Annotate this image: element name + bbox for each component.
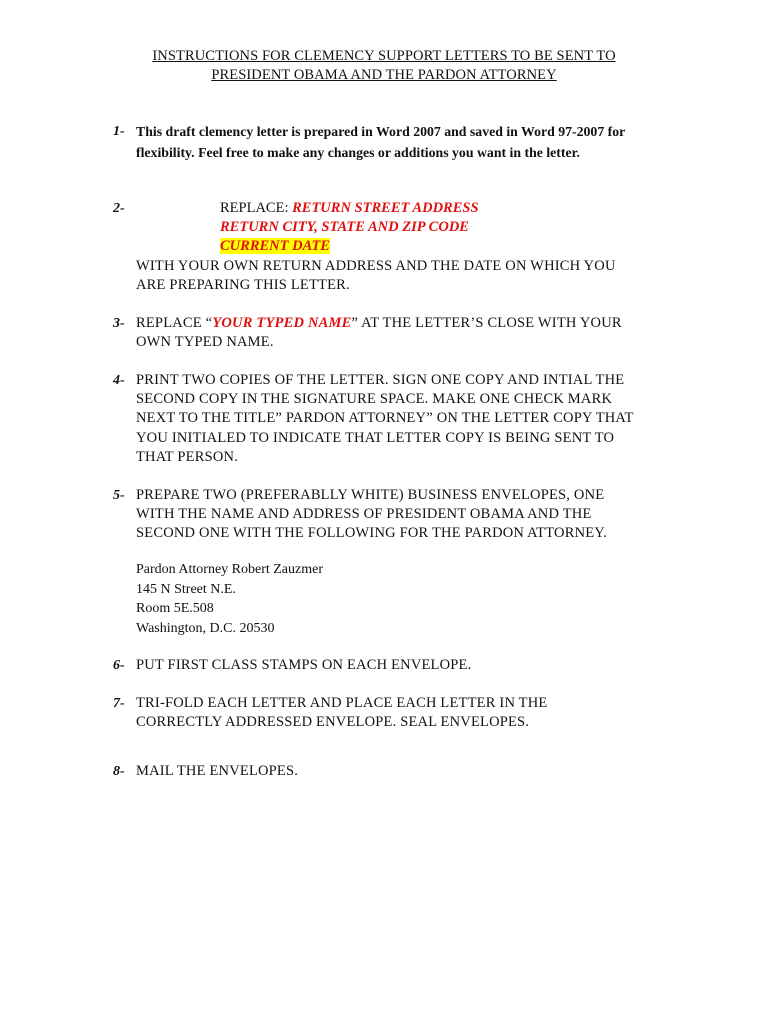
- step-5-number: 5-: [113, 488, 125, 503]
- placeholder-return-city-state-zip: RETURN CITY, STATE AND ZIP CODE: [220, 219, 469, 236]
- document-title-line-2: PRESIDENT OBAMA AND THE PARDON ATTORNEY: [211, 67, 557, 83]
- step-8-number: 8-: [113, 764, 125, 779]
- step-8-line-1: MAIL THE ENVELOPES.: [136, 763, 299, 779]
- step-3-line-2: OWN TYPED NAME.: [136, 334, 274, 351]
- step-5-line-3: SECOND ONE WITH THE FOLLOWING FOR THE PARDON ATTORNEY.: [136, 525, 607, 542]
- placeholder-your-typed-name: YOUR TYPED NAME: [212, 315, 352, 331]
- step-4-line-2: SECOND COPY IN THE SIGNATURE SPACE. MAKE ONE CHECK MARK: [136, 391, 613, 408]
- step-2-text: [136, 257, 696, 295]
- step-2-replace-block: [220, 199, 479, 257]
- step-2-line-1: WITH YOUR OWN RETURN ADDRESS AND THE DATE ON WHICH YOU: [136, 258, 616, 274]
- address-line-3: Room 5E.508: [136, 601, 214, 616]
- step-5-text: [136, 486, 696, 544]
- address-line-2: 145 N Street N.E.: [136, 581, 236, 597]
- step-1-line-2: flexibility. Feel free to make any changes or additions you want in the letter.: [136, 145, 580, 160]
- step-7-text: [136, 694, 696, 732]
- step-6-text: [136, 656, 696, 675]
- step-4-line-1: PRINT TWO COPIES OF THE LETTER. SIGN ONE COPY AND INTIAL THE: [136, 372, 625, 388]
- document-title-line-1: INSTRUCTIONS FOR CLEMENCY SUPPORT LETTERS TO BE SENT TO: [152, 48, 616, 64]
- step-4-number: 4-: [113, 373, 125, 388]
- step-3-post: ” AT THE LETTER’S CLOSE WITH YOUR: [351, 315, 622, 331]
- address-line-4: Washington, D.C. 20530: [136, 620, 275, 636]
- step-3-pre: REPLACE “: [136, 315, 213, 331]
- step-5-line-2: WITH THE NAME AND ADDRESS OF PRESIDENT OBAMA AND THE: [136, 506, 592, 523]
- step-5-line-1: PREPARE TWO (PREFERABLLY WHITE) BUSINESS ENVELOPES, ONE: [136, 487, 605, 503]
- placeholder-current-date: CURRENT DATE: [220, 238, 330, 255]
- step-2-replace-label: REPLACE:: [220, 200, 293, 216]
- step-1-line-1: This draft clemency letter is prepared in Word 2007 and saved in Word 97-2007 for: [136, 124, 626, 139]
- step-4-line-5: THAT PERSON.: [136, 448, 239, 465]
- placeholder-return-street-address: RETURN STREET ADDRESS: [292, 200, 479, 216]
- step-6-number: 6-: [113, 658, 125, 673]
- step-4-line-3: NEXT TO THE TITLE” PARDON ATTORNEY” ON THE LETTER COPY THAT: [136, 410, 634, 427]
- step-4-line-4: YOU INITIALED TO INDICATE THAT LETTER COPY IS BEING SENT TO: [136, 429, 615, 446]
- step-2-line-2: ARE PREPARING THIS LETTER.: [136, 277, 350, 294]
- step-8-text: [136, 762, 696, 781]
- step-7-line-1: TRI-FOLD EACH LETTER AND PLACE EACH LETTER IN THE: [136, 695, 548, 711]
- pardon-attorney-address: [136, 560, 323, 638]
- step-1-text: [136, 121, 696, 163]
- step-1-number: 1-: [113, 124, 125, 139]
- step-4-text: [136, 371, 696, 467]
- step-3-number: 3-: [113, 316, 125, 331]
- step-2-number: 2-: [113, 201, 125, 216]
- step-7-number: 7-: [113, 696, 125, 711]
- step-6-line-1: PUT FIRST CLASS STAMPS ON EACH ENVELOPE.: [136, 657, 472, 673]
- address-line-1: Pardon Attorney Robert Zauzmer: [136, 562, 324, 577]
- step-3-text: [136, 314, 696, 352]
- step-7-line-2: CORRECTLY ADDRESSED ENVELOPE. SEAL ENVELOPES.: [136, 714, 530, 731]
